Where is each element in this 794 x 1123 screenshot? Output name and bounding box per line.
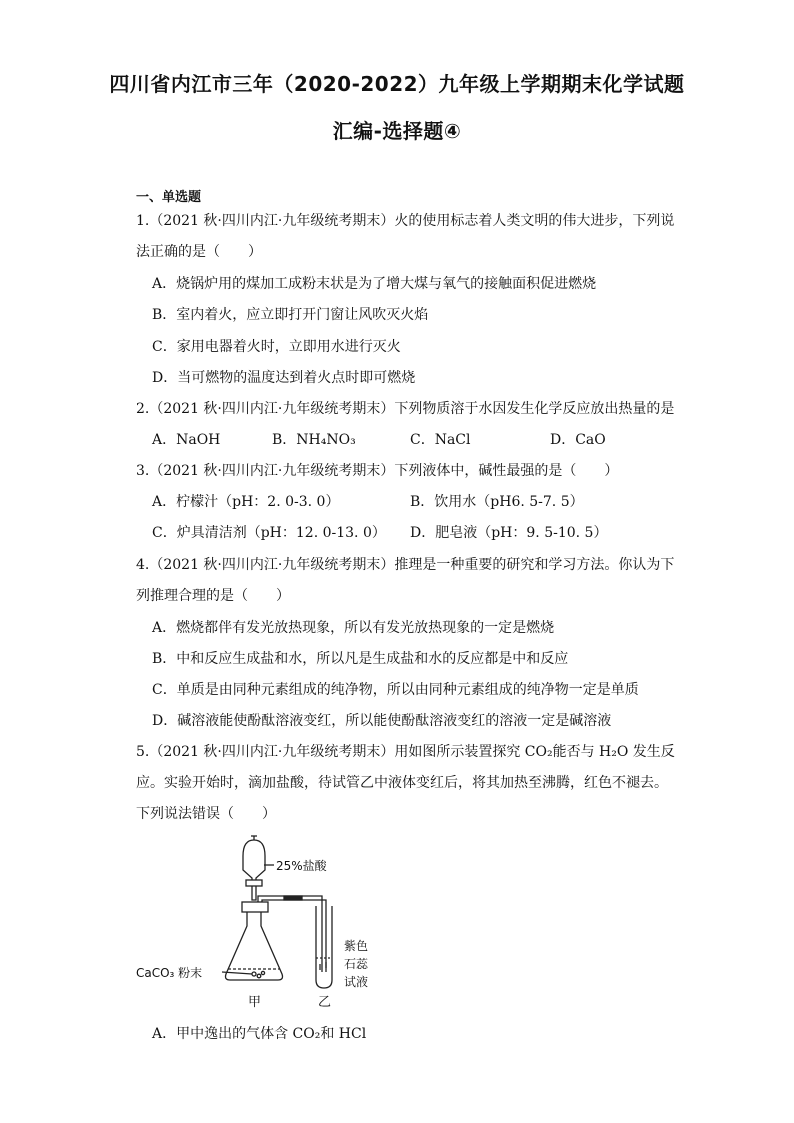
question-1-stem-line-2: 法正确的是（ ） <box>136 244 262 260</box>
question-5-stem-line-3: 下列说法错误（ ） <box>136 806 276 822</box>
question-3-option-a: A．柠檬汁（pH：2. 0-3. 0） <box>152 494 340 510</box>
question-1-option-c: C．家用电器着火时，立即用水进行灭火 <box>152 339 401 355</box>
question-2-stem: 2.（2021 秋·四川内江·九年级统考期末）下列物质溶于水因发生化学反应放出热量的是 <box>136 401 675 417</box>
rubber-stopper <box>242 902 268 912</box>
section-heading: 一、单选题 <box>136 190 202 205</box>
conical-flask <box>226 912 283 980</box>
question-4-option-a: A．燃烧都伴有发光放热现象，所以有发光放热现象的一定是燃烧 <box>152 620 555 636</box>
question-3-option-b: B．饮用水（pH6. 5-7. 5） <box>410 494 584 510</box>
tube-label: 乙 <box>318 995 332 1010</box>
stopcock <box>246 880 262 886</box>
acid-label: 25%盐酸 <box>276 859 327 873</box>
page-title: 四川省内江市三年（2020-2022）九年级上学期期末化学试题 <box>109 72 685 96</box>
question-2-option-b: B．NH₄NO₃ <box>272 432 356 448</box>
question-4-option-c: C．单质是由同种元素组成的纯净物，所以由同种元素组成的纯净物一定是单质 <box>152 682 639 698</box>
question-5-stem-line-2: 应。实验开始时，滴加盐酸，待试管乙中液体变红后，将其加热至沸腾，红色不褪去。 <box>136 775 668 791</box>
question-3-option-d: D．肥皂液（pH：9. 5-10. 5） <box>410 525 608 541</box>
page-subtitle: 汇编-选择题④ <box>332 119 462 143</box>
apparatus-figure <box>134 834 414 1014</box>
question-1-option-d: D．当可燃物的温度达到着火点时即可燃烧 <box>152 370 416 386</box>
question-5-option-a: A．甲中逸出的气体含 CO₂和 HCl <box>152 1026 367 1042</box>
question-4-stem-line-2: 列推理合理的是（ ） <box>136 588 290 604</box>
question-4-stem-line-1: 4.（2021 秋·四川内江·九年级统考期末）推理是一种重要的研究和学习方法。你认为下 <box>136 557 675 573</box>
flask-label: 甲 <box>248 995 262 1010</box>
question-1-option-a: A．烧锅炉用的煤加工成粉末状是为了增大煤与氧气的接触面积促进燃烧 <box>152 276 597 292</box>
separatory-funnel <box>243 840 265 900</box>
question-2-option-c: C．NaCl <box>410 432 471 448</box>
question-3-stem: 3.（2021 秋·四川内江·九年级统考期末）下列液体中，碱性最强的是（ ） <box>136 463 619 479</box>
question-1-option-b: B．室内着火，应立即打开门窗让风吹灭火焰 <box>152 307 429 323</box>
reagent-label-3: 试液 <box>344 975 369 989</box>
reagent-label-1: 紫色 <box>344 939 369 953</box>
test-tube <box>316 906 332 988</box>
question-2-option-a: A．NaOH <box>152 432 221 448</box>
reagent-label-2: 石蕊 <box>344 957 369 971</box>
question-3-option-c: C．炉具清洁剂（pH：12. 0-13. 0） <box>152 525 386 541</box>
question-4-option-d: D．碱溶液能使酚酞溶液变红，所以能使酚酞溶液变红的溶液一定是碱溶液 <box>152 713 612 729</box>
question-5-stem-line-1: 5.（2021 秋·四川内江·九年级统考期末）用如图所示装置探究 CO₂能否与 H₂O 发生反 <box>136 744 675 760</box>
question-2-option-d: D．CaO <box>550 432 606 448</box>
question-4-option-b: B．中和反应生成盐和水，所以凡是生成盐和水的反应都是中和反应 <box>152 651 569 667</box>
question-1-stem-line-1: 1.（2021 秋·四川内江·九年级统考期末）火的使用标志着人类文明的伟大进步，下列说 <box>136 213 675 229</box>
powder-label: CaCO₃ 粉末 <box>136 966 203 980</box>
